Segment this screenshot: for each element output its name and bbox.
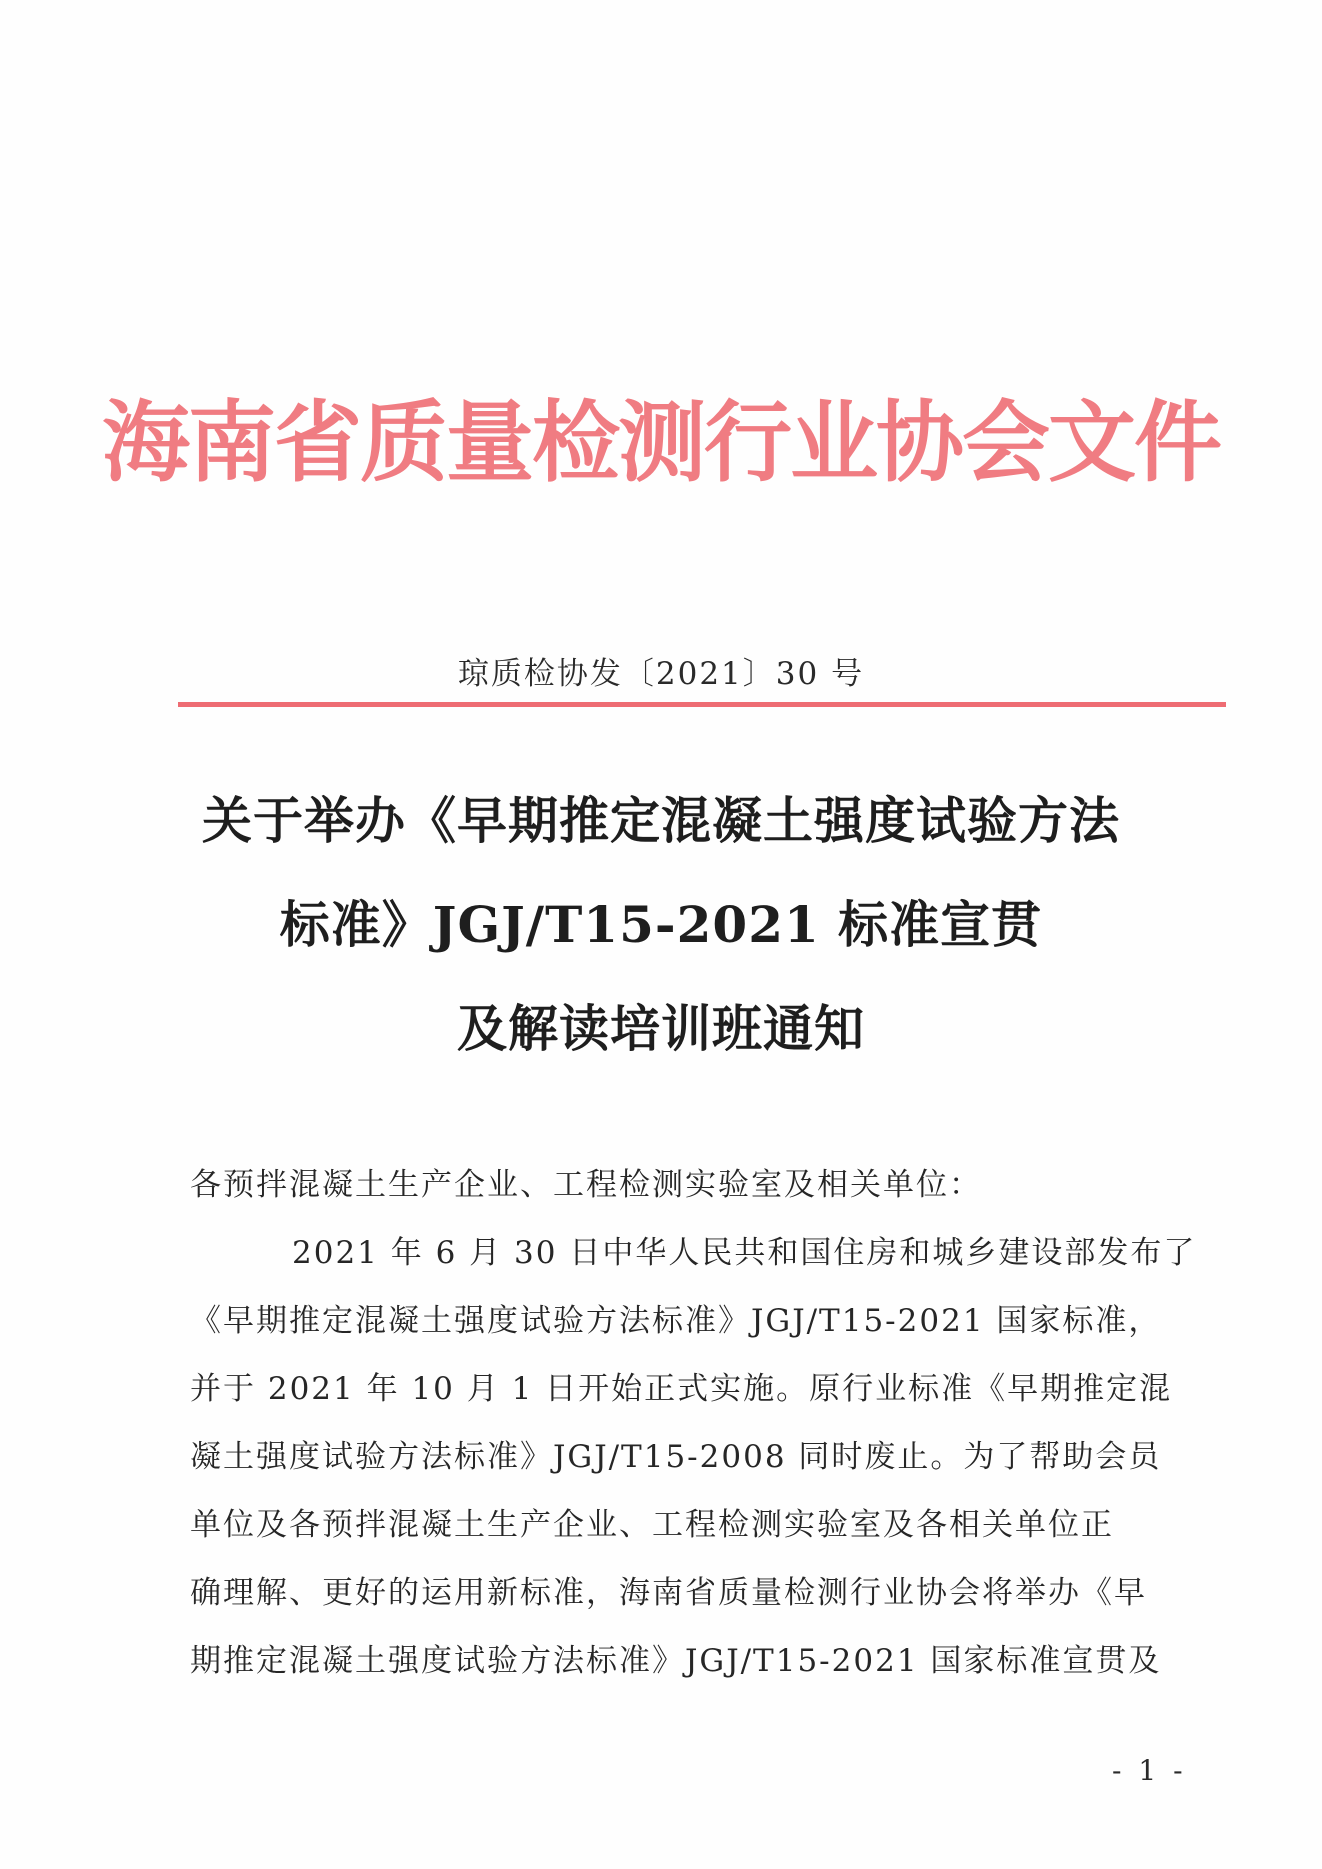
document-number: 琼质检协发〔2021〕30 号 <box>457 656 865 692</box>
body-line: 2021 年 6 月 30 日中华人民共和国住房和城乡建设部发布了 <box>292 1235 1197 1271</box>
body-line: 单位及各预拌混凝土生产企业、工程检测实验室及各相关单位正 <box>190 1507 1114 1543</box>
document-title-line-2: 标准》JGJ/T15-2021 标准宣贯 <box>279 895 1043 954</box>
document-title-line-1: 关于举办《早期推定混凝土强度试验方法 <box>202 791 1120 850</box>
body-line: 期推定混凝土强度试验方法标准》JGJ/T15-2021 国家标准宣贯及 <box>190 1643 1162 1679</box>
body-line: 《早期推定混凝土强度试验方法标准》JGJ/T15-2021 国家标准， <box>190 1303 1162 1339</box>
issuing-organization-header: 海南省质量检测行业协会文件 <box>101 390 1220 494</box>
page-number: - 1 - <box>1112 1754 1187 1787</box>
document-title-line-3: 及解读培训班通知 <box>457 999 865 1058</box>
body-line: 凝土强度试验方法标准》JGJ/T15-2008 同时废止。为了帮助会员 <box>190 1439 1162 1475</box>
red-divider-line <box>178 702 1226 707</box>
salutation: 各预拌混凝土生产企业、工程检测实验室及相关单位： <box>190 1167 982 1203</box>
body-line: 并于 2021 年 10 月 1 日开始正式实施。原行业标准《早期推定混 <box>190 1371 1173 1407</box>
body-line: 确理解、更好的运用新标准，海南省质量检测行业协会将举办《早 <box>190 1575 1147 1611</box>
